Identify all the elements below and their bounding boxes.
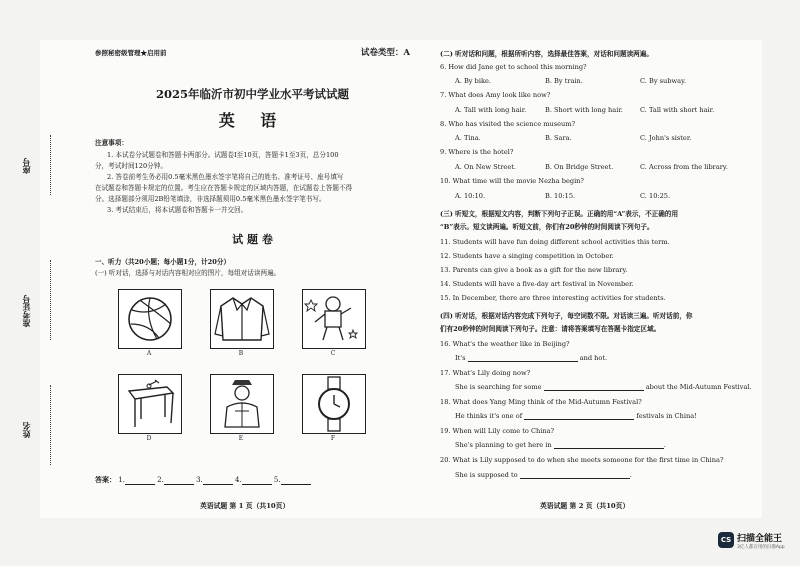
note-line: 分，考试时间120分钟。 bbox=[95, 162, 167, 170]
confidential-label: 参照秘密级管理★启用前 bbox=[95, 49, 167, 57]
scanner-tagline: 3亿人都在用的扫描App bbox=[737, 545, 785, 550]
q8-option-c: C. John's sister. bbox=[640, 134, 692, 142]
q9-option-a: A. On New Street. bbox=[455, 163, 516, 171]
page-2 bbox=[440, 48, 752, 518]
answer-line-18: He thinks it's one of festivals in China! bbox=[455, 412, 697, 420]
seat-label: 座号 bbox=[21, 158, 31, 174]
answer-line-16: It's and hot. bbox=[455, 354, 608, 362]
exam-title: 2025年临沂市初中学业水平考试试题 bbox=[155, 87, 349, 101]
part1-title: 一、听力（共20小题；每小题1分，计20分） bbox=[95, 258, 231, 266]
binding-margin bbox=[0, 40, 62, 518]
note-line: 分。选择题部分须用2B铅笔填涂，非选择题须用0.5毫米黑色墨水签字笔书写。 bbox=[95, 195, 326, 203]
question-9: 9. Where is the hotel? bbox=[440, 148, 514, 156]
picture-label-d: D bbox=[146, 435, 152, 442]
q10-option-c: C. 10:25. bbox=[640, 192, 671, 200]
q10-option-b: B. 10:15. bbox=[545, 192, 576, 200]
seat-line bbox=[50, 135, 51, 195]
answer-blank-3: 3. bbox=[196, 476, 203, 484]
q9-option-c: C. Across from the library. bbox=[640, 163, 728, 171]
answer-label: 答案： bbox=[95, 475, 116, 484]
scanner-logo-icon: CS bbox=[718, 532, 734, 548]
q7-option-b: B. Short with long hair. bbox=[545, 106, 623, 114]
answer-row bbox=[95, 475, 311, 485]
volleyball-icon bbox=[119, 290, 181, 348]
q9-option-b: B. On Bridge Street. bbox=[545, 163, 614, 171]
answer-line-19: She's planning to get here in . bbox=[455, 441, 666, 449]
part4-instruction-2: 们有20秒钟的时间阅读下列句子。注意：请将答案填写在答题卡指定区域。 bbox=[440, 325, 661, 333]
question-6: 6. How did Jane get to school this morning? bbox=[440, 63, 587, 71]
note-line: 3. 考试结束后，将本试题卷和答题卡一并交回。 bbox=[107, 206, 248, 214]
question-10: 10. What time will the movie Nezha begin? bbox=[440, 177, 584, 185]
exam-number-label: 准考证号 bbox=[21, 295, 31, 327]
stool-icon bbox=[119, 375, 181, 433]
page-2-footer: 英语试题 第 2 页（共10页） bbox=[540, 502, 630, 510]
name-label: 姓名 bbox=[21, 422, 31, 438]
statement-13: 13. Parents can give a book as a gift for the new library. bbox=[440, 266, 628, 274]
question-16: 16. What's the weather like in Beijing? bbox=[440, 340, 570, 348]
q6-option-c: C. By subway. bbox=[640, 77, 687, 85]
note-line: 1. 本试卷分试题卷和答题卡两部分。试题卷Ⅰ至10页，答题卡1至3页，总分100 bbox=[107, 151, 339, 159]
question-18: 18. What does Yang Ming think of the Mid-Autumn Festival? bbox=[440, 398, 642, 406]
page-1 bbox=[95, 48, 410, 518]
section-title: 试 题 卷 bbox=[232, 233, 273, 246]
part1-instruction: (一) 听对话，选择与对话内容相对应的图片，每组对话读两遍。 bbox=[95, 269, 281, 277]
answer-blank-4: 4. bbox=[235, 476, 242, 484]
question-17: 17. What's Lily doing now? bbox=[440, 369, 531, 377]
answer-line-20: She is supposed to . bbox=[455, 471, 632, 479]
q8-option-b: B. Sara. bbox=[545, 134, 572, 142]
name-line bbox=[50, 385, 51, 465]
picture-label-a: A bbox=[146, 350, 152, 357]
part3-instruction-2: “B”表示。短文读两遍。听短文前，你们有20秒钟的时间阅读下列句子。 bbox=[440, 223, 654, 231]
part3-instruction-1: (三) 听短文，根据短文内容，判断下列句子正误。正确的用“A”表示，不正确的用 bbox=[440, 210, 679, 218]
picture-f-watch bbox=[302, 374, 366, 434]
picture-d-stool-with-keys bbox=[118, 374, 182, 434]
statement-12: 12. Students have a singing competition in October. bbox=[440, 252, 614, 260]
subject-title: 英 语 bbox=[218, 111, 287, 130]
question-8: 8. Who has visited the science museum? bbox=[440, 120, 576, 128]
picture-a-volleyball bbox=[118, 289, 182, 349]
picture-e-man bbox=[210, 374, 274, 434]
q7-option-c: C. Tall with short hair. bbox=[640, 106, 715, 114]
page-1-footer: 英语试题 第 1 页（共10页） bbox=[200, 502, 290, 510]
statement-11: 11. Students will have fun doing different school activities this term. bbox=[440, 238, 670, 246]
scanner-watermark bbox=[718, 531, 798, 555]
part4-instruction-1: (四) 听对话，根据对话内容完成下列句子，每空词数不限。对话读三遍。听对话前，你 bbox=[440, 312, 693, 320]
answer-blank-5: 5. bbox=[273, 476, 281, 484]
answer-blank-2: 2. bbox=[157, 476, 164, 484]
q6-option-a: A. By bike. bbox=[455, 77, 491, 85]
question-20: 20. What is Lily supposed to do when she meets someone for the first time in China? bbox=[440, 456, 724, 464]
picture-label-b: B bbox=[238, 350, 244, 357]
note-line: 2. 答卷前考生务必用0.5毫米黑色墨水签字笔将自己的姓名、准考证号、座号填写 bbox=[107, 173, 344, 181]
paper-type: 试卷类型：A bbox=[360, 48, 410, 58]
scanner-name: 扫描全能王 bbox=[737, 534, 783, 544]
note-line: 在试题卷和答题卡规定的位置。考生应在答题卡规定的区域内答题，在试题卷上答题不得 bbox=[95, 184, 353, 192]
picture-b-shirt bbox=[210, 289, 274, 349]
question-19: 19. When will Lily come to China? bbox=[440, 427, 555, 435]
answer-blank-1: 1. bbox=[118, 476, 125, 484]
astronaut-icon bbox=[303, 290, 365, 348]
shirt-icon bbox=[211, 290, 273, 348]
q10-option-a: A. 10:10. bbox=[455, 192, 486, 200]
q8-option-a: A. Tina. bbox=[455, 134, 481, 142]
q7-option-a: A. Tall with long hair. bbox=[455, 106, 527, 114]
q6-option-b: B. By train. bbox=[545, 77, 583, 85]
notes-title: 注意事项： bbox=[95, 139, 128, 147]
man-icon bbox=[211, 375, 273, 433]
picture-label-c: C bbox=[330, 350, 336, 357]
answer-line-17: She is searching for some about the Mid-Autumn Festival. bbox=[455, 383, 752, 391]
question-7: 7. What does Amy look like now? bbox=[440, 91, 551, 99]
watch-icon bbox=[303, 375, 365, 433]
statement-15: 15. In December, there are three interesting activities for students. bbox=[440, 294, 666, 302]
picture-label-e: E bbox=[238, 435, 244, 442]
picture-label-f: F bbox=[330, 435, 336, 442]
picture-c-astronaut bbox=[302, 289, 366, 349]
part2-title: (二) 听对话和问题，根据所听内容，选择最佳答案，对话和问题读两遍。 bbox=[440, 50, 653, 58]
exam-number-line bbox=[50, 260, 51, 340]
statement-14: 14. Students will have a five-day art festival in November. bbox=[440, 280, 634, 288]
